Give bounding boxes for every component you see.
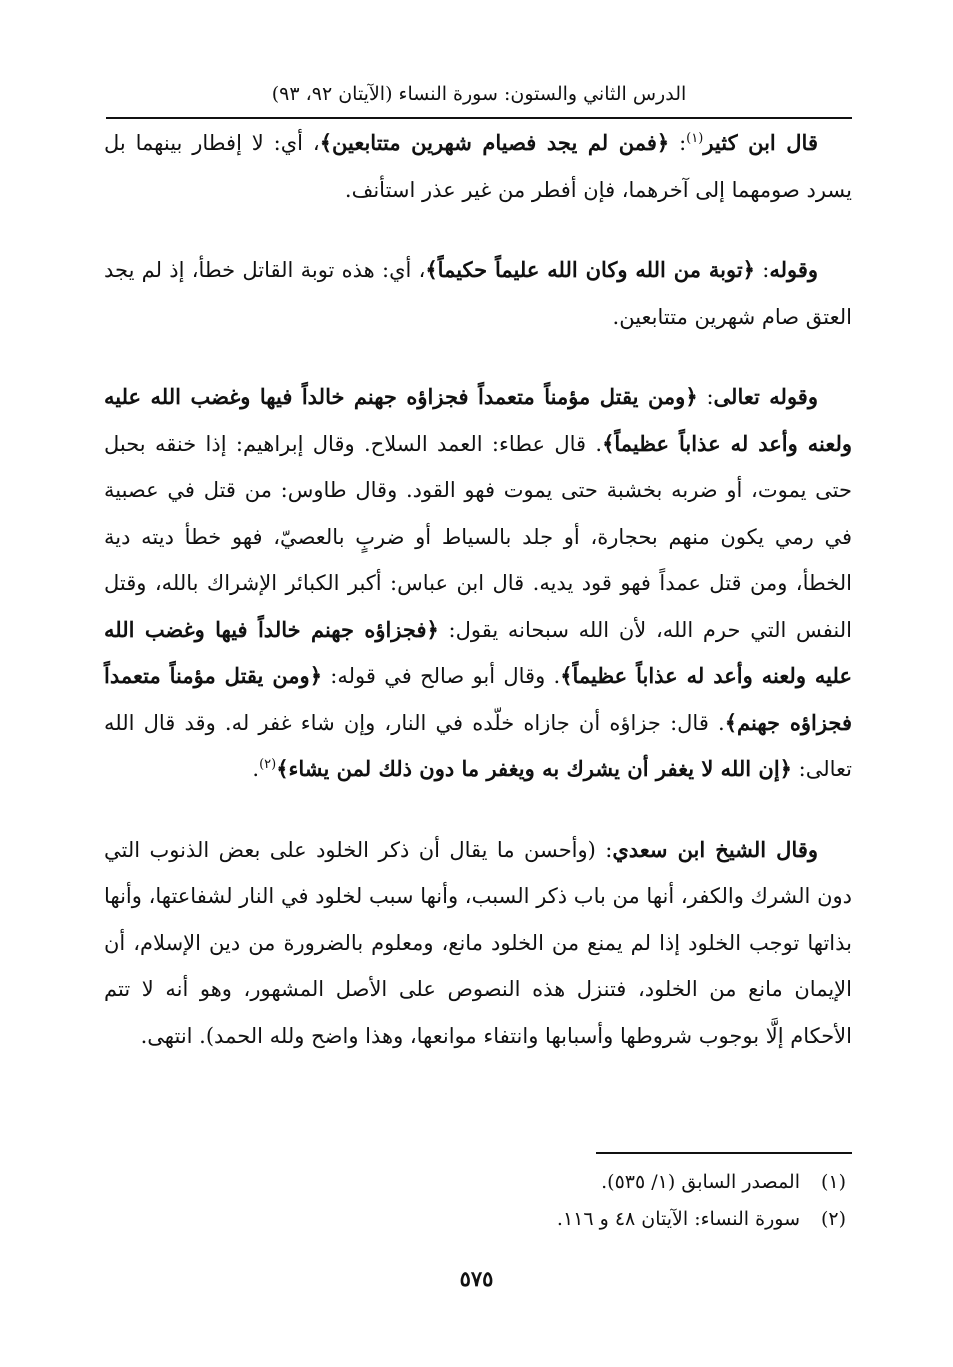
paragraph-text: (وأحسن ما يقال أن ذكر الخلود على بعض الذنوب التي دون الشرك والكفر، أنها من باب ذكر السبب، وأنها سبب لخلود في النار لشفاعتها، وأنها بذاتها توجب الخلود إذا لم يمنع من الخلود مانع، ومعلوم بالضرورة من دين الإسلام، أن الإيمان مانع من الخلود، فتنزل هذه النصوص على الأصل المشهور، وهو أنه لا تتم الأحكام إلَّا بوجوب شروطها وأسبابها وانتفاء موانعها، وهذا واضح ولله الحمد). انتهى. — [104, 837, 852, 1048]
paragraph-text: . وقال أبو صالح في قوله: — [322, 664, 561, 688]
quran-quote: ﴿فجزاؤه جهنم خالداً فيها وغضب الله عليه ولعنه وأعد له عذاباً عظيماً﴾ — [104, 616, 852, 688]
footnote-ref: (٢) — [259, 757, 277, 772]
footnote-item — [104, 1164, 852, 1201]
paragraph-tawba — [104, 247, 852, 340]
quran-quote: ﴿ومن يقتل مؤمناً متعمداً فجزاؤه جهنم﴾ — [104, 663, 852, 735]
footnote-number: (٢) — [820, 1208, 846, 1230]
paragraph-text: . قال: جزاؤه أن جازاه خلّده في النار، وإن شاء غفر له. وقد قال الله تعالى: — [104, 710, 852, 781]
footnote-text: سورة النساء: الآيتان ٤٨ و ١١٦. — [556, 1208, 800, 1230]
quran-quote: ﴿ومن يقتل مؤمناً متعمداً فجزاؤه جهنم خالداً فيها وغضب الله عليه ولعنه وأعد له عذاباً عظيماً﴾ — [104, 384, 852, 456]
footnote-text: المصدر السابق (١/ ٥٣٥). — [601, 1171, 800, 1193]
paragraph-lead: وقوله تعالى — [713, 384, 818, 409]
page-number: ٥٧٥ — [459, 1266, 494, 1291]
paragraph-ibn-kathir — [104, 120, 852, 213]
colon: : — [669, 131, 687, 155]
paragraph-ibn-saadi — [104, 827, 852, 1060]
footnotes — [104, 1164, 852, 1238]
header-rule — [106, 117, 852, 119]
footnote-number: (١) — [820, 1171, 846, 1193]
quran-quote: ﴿فمن لم يجد فصيام شهرين متتابعين﴾ — [319, 130, 670, 155]
paragraph-lead: وقال الشيخ ابن سعدي — [612, 836, 818, 862]
quran-quote: ﴿توبة من الله وكان الله عليماً حكيماً﴾ — [425, 257, 755, 282]
quran-quote: ﴿إن الله لا يغفر أن يشرك به ويغفر ما دون ذلك لمن يشاء﴾ — [276, 756, 792, 781]
footnote-item — [104, 1201, 852, 1238]
running-header: الدرس الثاني والستون: سورة النساء (الآيتان ٩٢، ٩٣) — [271, 83, 687, 105]
paragraph-text: . قال عطاء: العمد السلاح. وقال إبراهيم: إذا خنقه بحبل حتى يموت، أو ضربه بخشبة حتى يموت فهو القود. وقال طاوس: من قتل في عصبية في رمي يكون منهم بحجارة، أو جلد بالسياط أو ضربٍ بالعصيّ، فهو خطأ ديته دية الخطأ، ومن قتل عمداً فهو قود يديه. قال ابن عباس: أكبر الكبائر الإشراك بالله، وقتل النفس التي حرم الله، لأن الله سبحانه يقول: — [104, 431, 853, 642]
paragraph-lead: وقوله — [769, 257, 818, 282]
colon: : — [595, 837, 613, 862]
footnote-ref: (١) — [686, 131, 704, 146]
colon: : — [697, 385, 714, 409]
paragraph-end: . — [252, 757, 260, 781]
footnote-rule — [596, 1152, 852, 1154]
paragraph-lead: قال ابن كثير — [703, 130, 818, 155]
paragraph-text: ، أي: هذه توبة القاتل خطأ، إذ لم يجد العتق صام شهرين متتابعين. — [104, 258, 852, 329]
colon: : — [754, 258, 770, 282]
paragraph-intentional-killing — [104, 374, 852, 793]
paragraph-text: ، أي: لا إفطار بينهما بل يسرد صومهما إلى آخرهما، فإن أفطر من غير عذر استأنف. — [104, 131, 852, 202]
main-text — [104, 120, 852, 1059]
